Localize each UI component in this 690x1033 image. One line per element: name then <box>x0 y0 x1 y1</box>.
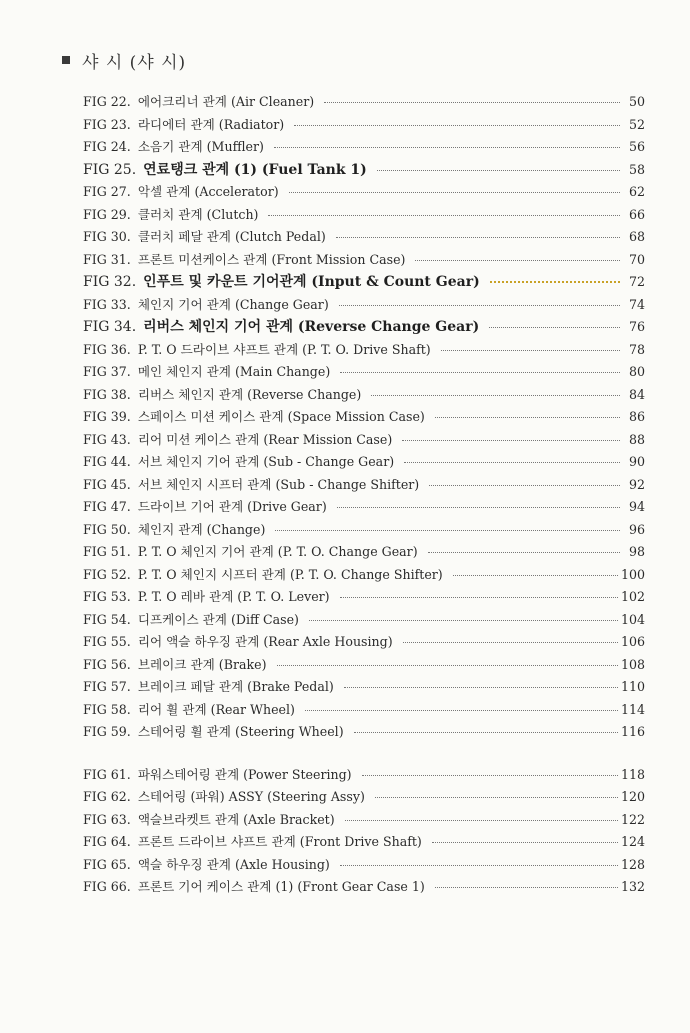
toc-entry-title: 클러치 관계 (Clutch) <box>137 206 259 222</box>
toc-entry-page-number: 66 <box>628 206 645 222</box>
toc-entry-title: 라디에터 관계 (Radiator) <box>137 116 285 132</box>
toc-entry[interactable] <box>83 519 645 542</box>
toc-entry-title: 리어 액슬 하우징 관계 (Rear Axle Housing) <box>137 634 393 649</box>
toc-entry-fig-number: FIG 27. <box>83 184 131 199</box>
toc-entry-dot-leader <box>453 575 618 576</box>
toc-entry[interactable] <box>83 226 645 249</box>
toc-entry-dot-leader <box>268 215 620 216</box>
toc-entry-fig-number: FIG 57. <box>83 679 131 694</box>
toc-entry-page-number: 120 <box>620 789 645 804</box>
toc-entry-title: P. T. O 레바 관계 (P. T. O. Lever) <box>137 589 330 604</box>
toc-entry[interactable] <box>83 249 645 272</box>
toc-entry[interactable] <box>83 204 645 227</box>
toc-entry-fig-number: FIG 25. <box>83 161 137 178</box>
toc-entry-fig-number: FIG 56. <box>83 656 131 672</box>
toc-entry-fig-number: FIG 62. <box>83 789 131 804</box>
toc-entry-page-number: 100 <box>620 566 645 582</box>
toc-entry[interactable] <box>83 496 645 519</box>
toc-entry-fig-number: FIG 38. <box>83 386 131 402</box>
toc-entry-fig-number: FIG 61. <box>83 766 131 782</box>
toc-entry[interactable] <box>83 384 645 407</box>
toc-entry-page-number: 124 <box>620 834 645 849</box>
toc-entry[interactable] <box>83 699 645 722</box>
toc-entry-title: 리어 미션 케이스 관계 (Rear Mission Case) <box>137 431 393 447</box>
toc-entry-fig-number: FIG 45. <box>83 476 131 492</box>
toc-entry[interactable] <box>83 854 645 877</box>
toc-entry[interactable] <box>83 114 645 137</box>
toc-entry-title: 프론트 기어 케이스 관계 (1) (Front Gear Case 1) <box>137 879 425 894</box>
toc-entry-fig-number: FIG 59. <box>83 724 131 739</box>
toc-entry[interactable] <box>83 541 645 564</box>
toc-entry-dot-leader <box>277 665 618 666</box>
toc-entry-page-number: 118 <box>620 766 645 782</box>
toc-entry-title: 메인 체인지 관계 (Main Change) <box>137 364 331 379</box>
toc-entry-page-number: 88 <box>628 431 645 447</box>
toc-entry-dot-leader <box>339 305 620 306</box>
toc-entry-dot-leader <box>375 797 618 798</box>
toc-entry-fig-number: FIG 32. <box>83 274 137 290</box>
toc-entry-dot-leader <box>340 372 620 373</box>
toc-entry[interactable] <box>83 609 645 632</box>
toc-entry-dot-leader <box>294 125 620 126</box>
toc-entry-title: P. T. O 체인지 기어 관계 (P. T. O. Change Gear) <box>137 544 418 559</box>
toc-entry-page-number: 108 <box>620 656 645 672</box>
toc-entry-title: 액슬 하우징 관계 (Axle Housing) <box>137 856 330 872</box>
toc-entry-title: 프론트 드라이브 샤프트 관계 (Front Drive Shaft) <box>137 834 422 849</box>
toc-entry[interactable] <box>83 406 645 429</box>
toc-entry-dot-leader <box>371 395 620 396</box>
toc-entry-title: 드라이브 기어 관계 (Drive Gear) <box>137 499 327 514</box>
toc-entry-page-number: 78 <box>628 341 645 357</box>
toc-entry-title: 에어크리너 관계 (Air Cleaner) <box>137 94 315 109</box>
toc-entry-fig-number: FIG 36. <box>83 341 131 357</box>
toc-entry-dot-leader <box>435 887 618 888</box>
toc-entry-page-number: 92 <box>628 476 645 492</box>
toc-entry-fig-number: FIG 51. <box>83 544 131 559</box>
toc-entry-fig-number: FIG 30. <box>83 229 131 244</box>
toc-entry-title: 스테어링 휠 관계 (Steering Wheel) <box>137 724 344 739</box>
toc-entry[interactable] <box>83 316 645 339</box>
toc-entry-page-number: 62 <box>628 184 645 199</box>
toc-entry-title: 악셀 관계 (Accelerator) <box>137 184 279 199</box>
toc-entry[interactable] <box>83 181 645 204</box>
toc-entry-title: 체인지 기어 관계 (Change Gear) <box>137 296 329 312</box>
toc-entry-dot-leader <box>402 440 620 441</box>
toc-entry[interactable] <box>83 271 645 294</box>
toc-entry[interactable] <box>83 654 645 677</box>
toc-entry-title: 프론트 미션케이스 관계 (Front Mission Case) <box>137 251 406 267</box>
toc-entry-page-number: 86 <box>628 409 645 424</box>
toc-entry-title: 브레이크 관계 (Brake) <box>137 656 267 672</box>
toc-entry[interactable] <box>83 136 645 159</box>
toc-entry-fig-number: FIG 54. <box>83 611 131 627</box>
toc-entry-page-number: 58 <box>628 161 645 177</box>
toc-entry[interactable] <box>83 91 645 114</box>
toc-entry-page-number: 56 <box>628 139 645 154</box>
toc-entry-dot-leader <box>274 147 620 148</box>
toc-entry-page-number: 74 <box>628 296 645 312</box>
toc-entry-dot-leader <box>305 710 618 711</box>
toc-entry-title: 체인지 관계 (Change) <box>137 521 266 537</box>
toc-entry-fig-number: FIG 47. <box>83 499 131 514</box>
toc-entry-title: P. T. O 체인지 시프터 관계 (P. T. O. Change Shifter) <box>137 566 443 582</box>
toc-group-2 <box>83 764 645 899</box>
toc-entry-dot-leader <box>336 237 620 238</box>
toc-entry-title: 리버스 체인지 기어 관계 (Reverse Change Gear) <box>143 319 480 335</box>
toc-entry[interactable] <box>83 876 645 899</box>
toc-entry-page-number: 132 <box>620 879 645 894</box>
toc-entry-fig-number: FIG 58. <box>83 701 131 717</box>
toc-entry-title: 연료탱크 관계 (1) (Fuel Tank 1) <box>143 161 367 178</box>
toc-entry-title: 리버스 체인지 관계 (Reverse Change) <box>137 386 362 402</box>
toc-entry-page-number: 116 <box>620 724 645 739</box>
toc-entry-dot-leader <box>362 775 618 776</box>
toc-entry-page-number: 72 <box>628 274 645 289</box>
toc-entry-dot-leader <box>324 102 620 103</box>
toc-entry-dot-leader <box>337 507 620 508</box>
section-heading-text: 샤 시 (샤 시) <box>82 52 187 73</box>
toc-entry-dot-leader <box>415 260 620 261</box>
toc-entry[interactable] <box>83 586 645 609</box>
toc-entry-dot-leader <box>489 327 620 328</box>
toc-entry-dot-leader <box>403 642 618 643</box>
toc-entry-page-number: 96 <box>628 521 645 537</box>
toc-entry-title: 브레이크 페달 관계 (Brake Pedal) <box>137 679 334 694</box>
toc-entry-page-number: 76 <box>628 319 645 334</box>
toc-entry[interactable] <box>83 361 645 384</box>
toc-entry-fig-number: FIG 39. <box>83 409 131 424</box>
toc-entry[interactable] <box>83 294 645 317</box>
toc-entry[interactable] <box>83 159 645 182</box>
toc-entry-fig-number: FIG 52. <box>83 566 131 582</box>
toc-entry-dot-leader <box>377 170 620 171</box>
toc-entry-title: 소음기 관계 (Muffler) <box>137 139 264 154</box>
toc-entry-dot-leader <box>429 485 620 486</box>
toc-entry-fig-number: FIG 64. <box>83 834 131 849</box>
toc-entry-dot-leader <box>340 865 618 866</box>
toc-entry-fig-number: FIG 24. <box>83 139 131 154</box>
toc-entry-dot-leader <box>404 462 620 463</box>
toc-entry-dot-leader <box>354 732 618 733</box>
toc-entry-page-number: 128 <box>620 856 645 872</box>
toc-entry[interactable] <box>83 809 645 832</box>
toc-entry-fig-number: FIG 65. <box>83 856 131 872</box>
square-bullet-icon <box>62 56 70 64</box>
toc-entry-title: 인푸트 및 카운트 기어관계 (Input & Count Gear) <box>143 274 480 290</box>
toc-entry-page-number: 52 <box>628 116 645 132</box>
toc-entry-fig-number: FIG 34. <box>83 319 137 335</box>
toc-group-1 <box>83 91 645 744</box>
toc-entry-page-number: 102 <box>620 589 645 604</box>
toc-entry-fig-number: FIG 29. <box>83 206 131 222</box>
toc-entry-dot-leader <box>309 620 618 621</box>
toc-entry-fig-number: FIG 55. <box>83 634 131 649</box>
toc-entry-title: 액슬브라켓트 관계 (Axle Bracket) <box>137 811 335 827</box>
toc-entry-page-number: 122 <box>620 811 645 827</box>
toc-entry-title: 파워스테어링 관계 (Power Steering) <box>137 766 352 782</box>
toc-entry-page-number: 110 <box>620 679 645 694</box>
toc-entry-page-number: 106 <box>620 634 645 649</box>
toc-entry-fig-number: FIG 37. <box>83 364 131 379</box>
toc-entry-dot-leader <box>432 842 618 843</box>
toc-entry-fig-number: FIG 43. <box>83 431 131 447</box>
toc-entry-dot-leader <box>344 687 618 688</box>
toc-entry-page-number: 114 <box>620 701 645 717</box>
toc-entry-page-number: 80 <box>628 364 645 379</box>
toc-entry-dot-leader <box>340 597 618 598</box>
section-heading <box>62 46 186 74</box>
toc-entry-fig-number: FIG 22. <box>83 94 131 109</box>
toc-entry[interactable] <box>83 676 645 699</box>
toc-entry[interactable] <box>83 339 645 362</box>
toc-entry-page-number: 104 <box>620 611 645 627</box>
toc-entry[interactable] <box>83 764 645 787</box>
toc-entry-dot-leader <box>428 552 620 553</box>
toc-entry-dot-leader <box>345 820 618 821</box>
toc-entry-fig-number: FIG 63. <box>83 811 131 827</box>
toc-entry-fig-number: FIG 33. <box>83 296 131 312</box>
toc-entry-title: 스페이스 미션 케이스 관계 (Space Mission Case) <box>137 409 425 424</box>
toc-entry-page-number: 94 <box>628 499 645 514</box>
toc-entry-title: 리어 휠 관계 (Rear Wheel) <box>137 701 295 717</box>
toc-entry-dot-leader <box>490 281 620 283</box>
toc-entry-dot-leader <box>435 417 620 418</box>
table-of-contents <box>83 91 645 899</box>
toc-entry-title: 서브 체인지 시프터 관계 (Sub - Change Shifter) <box>137 476 420 492</box>
toc-entry-fig-number: FIG 50. <box>83 521 131 537</box>
toc-entry[interactable] <box>83 721 645 744</box>
toc-entry-title: 디프케이스 관계 (Diff Case) <box>137 611 299 627</box>
toc-entry-page-number: 70 <box>628 251 645 267</box>
toc-entry[interactable] <box>83 451 645 474</box>
toc-entry[interactable] <box>83 564 645 587</box>
toc-entry-page-number: 90 <box>628 454 645 469</box>
toc-entry-fig-number: FIG 23. <box>83 116 131 132</box>
toc-entry-fig-number: FIG 31. <box>83 251 131 267</box>
toc-entry-dot-leader <box>441 350 620 351</box>
toc-entry[interactable] <box>83 429 645 452</box>
toc-entry-page-number: 84 <box>628 386 645 402</box>
toc-entry-fig-number: FIG 44. <box>83 454 131 469</box>
toc-entry-dot-leader <box>289 192 620 193</box>
toc-entry-title: 클러치 페달 관계 (Clutch Pedal) <box>137 229 326 244</box>
toc-entry-fig-number: FIG 53. <box>83 589 131 604</box>
toc-entry-page-number: 68 <box>628 229 645 244</box>
toc-entry-title: 서브 체인지 기어 관계 (Sub - Change Gear) <box>137 454 395 469</box>
toc-entry-dot-leader <box>275 530 620 531</box>
toc-entry[interactable] <box>83 786 645 809</box>
toc-entry-page-number: 50 <box>628 94 645 109</box>
toc-entry[interactable] <box>83 631 645 654</box>
toc-entry-page-number: 98 <box>628 544 645 559</box>
toc-entry-title: 스테어링 (파워) ASSY (Steering Assy) <box>137 789 365 804</box>
toc-entry[interactable] <box>83 474 645 497</box>
toc-entry[interactable] <box>83 831 645 854</box>
toc-entry-fig-number: FIG 66. <box>83 879 131 894</box>
toc-entry-title: P. T. O 드라이브 샤프트 관계 (P. T. O. Drive Shaft) <box>137 341 431 357</box>
